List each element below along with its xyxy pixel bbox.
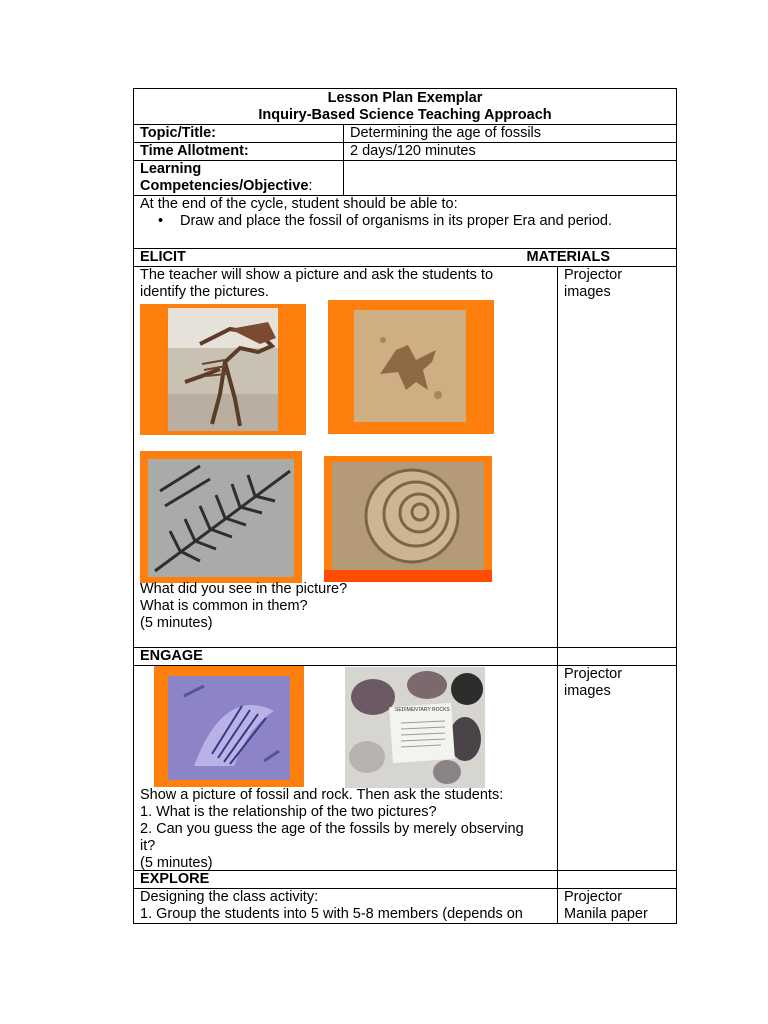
engage-text-2: 1. What is the relationship of the two pictures? [140,804,437,820]
engage-content [134,666,558,871]
topic-row [134,125,677,143]
engage-text-1: Show a picture of fossil and rock. Then ask the students: [140,787,504,803]
title-row [134,89,677,125]
sedimentary-rocks-image [345,667,485,788]
fern-fossil-image [140,451,302,583]
ammonite-fossil-image [324,456,492,582]
explore-body-row [134,889,677,924]
elicit-header-row [134,249,677,267]
elicit-materials-1: Projector [564,267,623,283]
lesson-plan-document [133,88,676,924]
elicit-materials-2: images [564,284,611,300]
objective-intro: At the end of the cycle, student should be able to: [140,196,458,212]
engage-body-row [134,666,677,871]
explore-materials-2: Manila paper [564,906,648,922]
elicit-text-1: The teacher will show a picture and ask the students to [140,267,494,283]
competencies-colon: : [308,178,313,194]
objective-item: • Draw and place the fossil of organisms in its proper Era and period. [180,213,670,230]
elicit-label: ELICIT [140,249,186,265]
time-row [134,143,677,161]
elicit-header-cell [134,249,677,267]
title-line-2: Inquiry-Based Science Teaching Approach [258,107,552,123]
rock-card-title: SEDIMENTARY ROCKS [395,707,450,713]
engage-label: ENGAGE [134,648,558,666]
competencies-value [344,161,677,196]
explore-label: EXPLORE [134,871,558,889]
time-value: 2 days/120 minutes [344,143,677,161]
explore-header-materials [558,871,677,889]
objective-cell [134,196,677,249]
elicit-question-1: What did you see in the picture? [140,581,348,597]
competencies-label-line-2: Competencies/Objective [140,178,309,194]
engage-duration: (5 minutes) [140,855,213,871]
topic-label: Topic/Title: [134,125,344,143]
engage-materials [558,666,677,871]
engage-header-row [134,648,677,666]
engage-materials-2: images [564,683,611,699]
objective-list [140,213,670,230]
elicit-duration: (5 minutes) [140,615,213,631]
explore-materials-1: Projector [564,889,623,905]
title-line-1: Lesson Plan Exemplar [327,90,483,106]
engage-materials-1: Projector [564,666,623,682]
elicit-materials [558,267,677,648]
elicit-body-row [134,267,677,648]
competencies-row [134,161,677,196]
explore-text-2: 1. Group the students into 5 with 5-8 members (depends on [140,906,523,922]
objective-row [134,196,677,249]
elicit-content [134,267,558,648]
engage-header-materials [558,648,677,666]
time-label: Time Allotment: [134,143,344,161]
lesson-plan-table [133,88,677,924]
explore-text-1: Designing the class activity: [140,889,319,905]
materials-header-label: MATERIALS [526,249,611,265]
trilobite-fossil-image [154,666,304,787]
competencies-label-line-1: Learning [140,161,202,177]
explore-content [134,889,558,924]
explore-header-row [134,871,677,889]
elicit-text-2: identify the pictures. [140,284,269,300]
footprint-fossil-image [328,300,494,434]
engage-text-4: it? [140,838,156,854]
dinosaur-skeleton-image [140,304,306,435]
topic-value: Determining the age of fossils [344,125,677,143]
elicit-question-2: What is common in them? [140,598,308,614]
engage-text-3: 2. Can you guess the age of the fossils by merely observing [140,821,524,837]
explore-materials [558,889,677,924]
competencies-label [134,161,344,196]
